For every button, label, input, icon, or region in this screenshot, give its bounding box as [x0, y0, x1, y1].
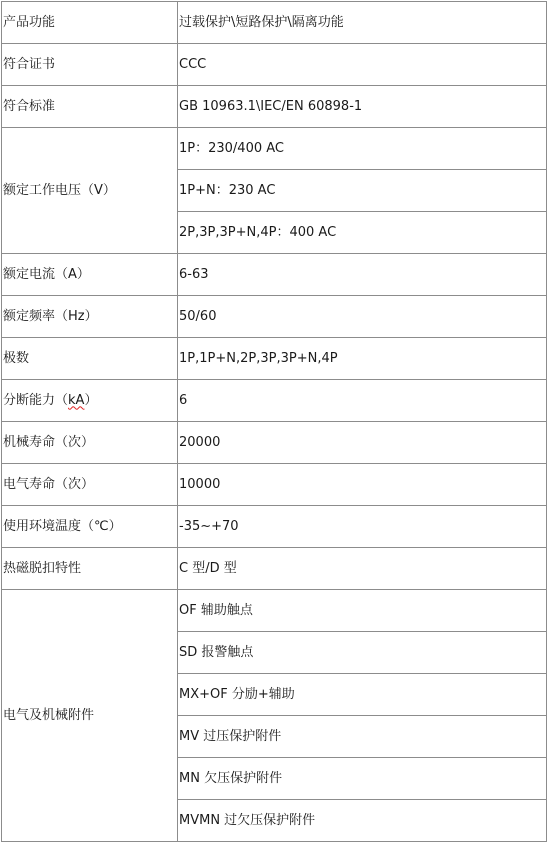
table-row: [2, 128, 547, 170]
label-breaking-unit: kA: [68, 392, 85, 408]
value-accessory-mvmn: MVMN 过欠压保护附件: [178, 800, 547, 842]
table-row: [2, 86, 547, 128]
value-rated-frequency: 50/60: [178, 296, 547, 338]
table-row: [2, 464, 547, 506]
value-electrical-life: 10000: [178, 464, 547, 506]
value-accessory-mx-of: MX+OF 分励+辅助: [178, 674, 547, 716]
value-certificate: CCC: [178, 44, 547, 86]
value-standard: GB 10963.1\IEC/EN 60898-1: [178, 86, 547, 128]
label-ambient-temperature: 使用环境温度（℃）: [2, 506, 178, 548]
value-voltage-multi: 2P,3P,3P+N,4P：400 AC: [178, 212, 547, 254]
table-row: [2, 44, 547, 86]
table-row: [2, 296, 547, 338]
value-accessory-of: OF 辅助触点: [178, 590, 547, 632]
value-accessory-sd: SD 报警触点: [178, 632, 547, 674]
label-rated-current: 额定电流（A）: [2, 254, 178, 296]
value-accessory-mn: MN 欠压保护附件: [178, 758, 547, 800]
value-accessory-mv: MV 过压保护附件: [178, 716, 547, 758]
table-row: [2, 338, 547, 380]
label-rated-frequency: 额定频率（Hz）: [2, 296, 178, 338]
label-breaking-prefix: 分断能力（: [3, 392, 69, 408]
table-row: [2, 422, 547, 464]
label-function: 产品功能: [2, 2, 178, 44]
value-voltage-1p: 1P：230/400 AC: [178, 128, 547, 170]
value-breaking-capacity: 6: [178, 380, 547, 422]
label-rated-voltage: 额定工作电压（V）: [2, 128, 178, 254]
table-row: [2, 590, 547, 632]
value-ambient-temperature: -35~+70: [178, 506, 547, 548]
value-tripping-characteristic: C 型/D 型: [178, 548, 547, 590]
label-certificate: 符合证书: [2, 44, 178, 86]
value-voltage-1pn: 1P+N：230 AC: [178, 170, 547, 212]
value-function: 过载保护\短路保护\隔离功能: [178, 2, 547, 44]
label-accessories: 电气及机械附件: [2, 590, 178, 842]
table-row: [2, 254, 547, 296]
label-tripping-characteristic: 热磁脱扣特性: [2, 548, 178, 590]
label-standard: 符合标准: [2, 86, 178, 128]
label-breaking-suffix: ）: [84, 392, 98, 408]
value-mechanical-life: 20000: [178, 422, 547, 464]
table-row: [2, 2, 547, 44]
value-rated-current: 6-63: [178, 254, 547, 296]
spec-table: [1, 1, 547, 842]
label-breaking-capacity: [2, 380, 178, 422]
table-row: [2, 548, 547, 590]
value-poles: 1P,1P+N,2P,3P,3P+N,4P: [178, 338, 547, 380]
label-poles: 极数: [2, 338, 178, 380]
label-electrical-life: 电气寿命（次）: [2, 464, 178, 506]
label-mechanical-life: 机械寿命（次）: [2, 422, 178, 464]
table-row: [2, 380, 547, 422]
table-row: [2, 506, 547, 548]
